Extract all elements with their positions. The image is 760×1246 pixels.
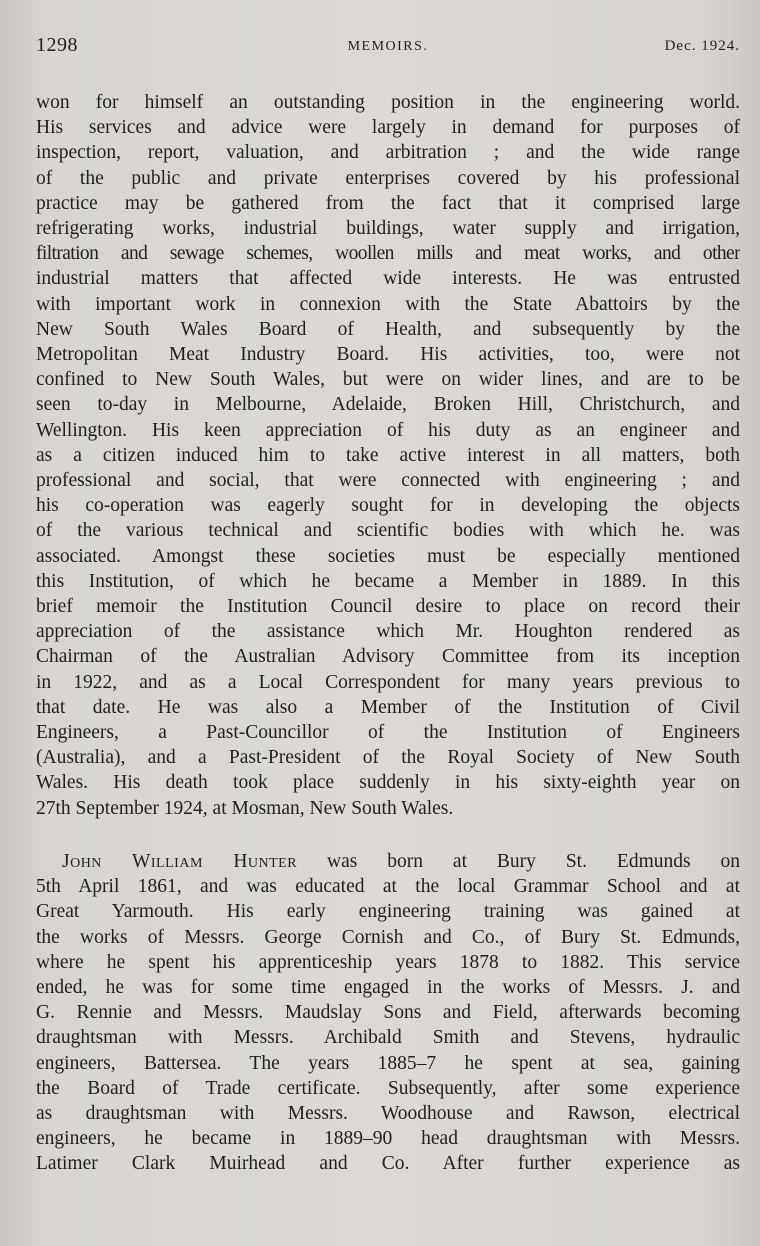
text-line: New South Wales Board of Health, and subsequently by the xyxy=(36,318,740,340)
text-line: Great Yarmouth. His early engineering training was gained at xyxy=(36,901,740,923)
running-title: MEMOIRS. xyxy=(347,39,429,54)
text-line: 27th September 1924, at Mosman, New South Wales. xyxy=(36,797,454,819)
page-header xyxy=(36,34,740,70)
text-line: draughtsman with Messrs. Archibald Smith and Stevens, hydraulic xyxy=(36,1027,740,1049)
text-line: the works of Messrs. George Cornish and Co., of Bury St. Edmunds, xyxy=(36,926,740,948)
text-line: inspection, report, valuation, and arbitration ; and the wide range xyxy=(36,142,740,164)
text-line: of the various technical and scientific bodies with which he. was xyxy=(36,520,740,542)
text-line: ended, he was for some time engaged in the works of Messrs. J. and xyxy=(36,976,740,998)
text-line: the Board of Trade certificate. Subsequently, after some experience xyxy=(36,1077,740,1099)
text-line: as draughtsman with Messrs. Woodhouse and Rawson, electrical xyxy=(36,1102,740,1124)
text-line: Latimer Clark Muirhead and Co. After further experience as xyxy=(36,1153,740,1175)
text-line-first xyxy=(36,849,740,874)
text-line: that date. He was also a Member of the Institution of Civil xyxy=(36,696,740,718)
text-line: Wellington. His keen appreciation of his duty as an engineer and xyxy=(36,419,740,441)
text-line: practice may be gathered from the fact that it comprised large xyxy=(36,192,740,214)
text-line: Engineers, a Past-Councillor of the Institution of Engineers xyxy=(36,722,740,744)
text-line-rest: was born at Bury St. Edmunds on xyxy=(297,850,740,872)
text-line: brief memoir the Institution Council desire to place on record their xyxy=(36,596,740,618)
text-line: this Institution, of which he became a Member in 1889. In this xyxy=(36,570,740,592)
text-line: his co-operation was eagerly sought for in developing the objects xyxy=(36,495,740,517)
text-line: industrial matters that affected wide interests. He was entrusted xyxy=(36,268,740,290)
text-line: Chairman of the Australian Advisory Committee from its inception xyxy=(36,646,740,668)
text-line: engineers, he became in 1889–90 head draughtsman with Messrs. xyxy=(36,1128,740,1150)
text-line: won for himself an outstanding position in the engineering world. xyxy=(36,92,740,113)
text-line: (Australia), and a Past-President of the Royal Society of New South xyxy=(36,747,740,769)
text-line: 5th April 1861, and was educated at the local Grammar School and at xyxy=(36,876,740,898)
text-line: Metropolitan Meat Industry Board. His activities, too, were not xyxy=(36,344,740,366)
text-line: G. Rennie and Messrs. Maudslay Sons and Field, afterwards becoming xyxy=(36,1002,740,1024)
text-line: associated. Amongst these societies must be especially mentioned xyxy=(36,545,740,567)
header-date: Dec. 1924. xyxy=(664,38,740,54)
text-line: professional and social, that were connected with engineering ; and xyxy=(36,470,740,492)
text-line: Wales. His death took place suddenly in his sixty-eighth year on xyxy=(36,772,740,794)
paragraph-gap xyxy=(36,821,740,849)
memoir-paragraph-houghton xyxy=(36,90,740,821)
memoir-subject-name: John William Hunter xyxy=(62,850,298,872)
text-line: appreciation of the assistance which Mr. Houghton rendered as xyxy=(36,621,740,643)
memoir-paragraph-hunter xyxy=(36,849,740,1177)
text-line: refrigerating works, industrial buildings, water supply and irrigation, xyxy=(36,218,740,240)
text-line: as a citizen induced him to take active interest in all matters, both xyxy=(36,444,740,466)
page-number: 1298 xyxy=(36,34,78,56)
text-line: filtration and sewage schemes, woollen mills and meat works, and other xyxy=(36,243,740,265)
text-line: engineers, Battersea. The years 1885–7 he spent at sea, gaining xyxy=(36,1052,740,1074)
text-line: of the public and private enterprises covered by his professional xyxy=(36,167,740,189)
text-line: in 1922, and as a Local Correspondent for many years previous to xyxy=(36,671,740,693)
text-line: with important work in connexion with the State Abattoirs by the xyxy=(36,293,740,315)
text-line: confined to New South Wales, but were on wider lines, and are to be xyxy=(36,369,740,391)
text-line: where he spent his apprenticeship years 1878 to 1882. This service xyxy=(36,951,740,973)
text-line: His services and advice were largely in demand for purposes of xyxy=(36,117,740,139)
text-line: seen to-day in Melbourne, Adelaide, Broken Hill, Christchurch, and xyxy=(36,394,740,416)
